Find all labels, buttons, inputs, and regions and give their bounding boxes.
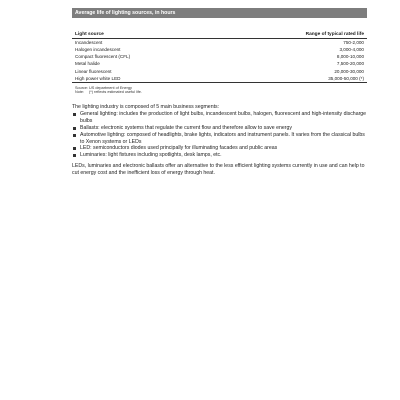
cell-rated-life: 20,000-30,000 bbox=[334, 68, 364, 74]
footnote bbox=[75, 90, 367, 94]
list-item bbox=[72, 125, 367, 132]
list-item-text: Automotive lighting: composed of headlights, brake lights, indicators and instrument panels. It varies from the classical bulbs to Xenon systems or LEDs bbox=[80, 131, 365, 145]
source-label: Source: bbox=[75, 86, 89, 91]
cell-light-source: Linear fluorescent bbox=[75, 68, 112, 74]
cell-light-source: Compact fluorescent (CFL) bbox=[75, 54, 131, 60]
list-item bbox=[72, 132, 367, 146]
list-item bbox=[72, 152, 367, 159]
list-item bbox=[72, 145, 367, 152]
list-item bbox=[72, 111, 367, 125]
cell-rated-life: 3,000-4,000 bbox=[339, 47, 364, 53]
body-text bbox=[72, 104, 367, 177]
bullet-square-icon bbox=[73, 154, 76, 157]
table-row bbox=[72, 61, 367, 68]
table-row bbox=[72, 46, 367, 53]
closing-paragraph: LEDs, luminaries and electronic ballasts offer an alternative to the less efficient lighting systems currently in use and can help to cut energy cost and the inefficient loss of energy through heat. bbox=[72, 162, 365, 176]
note-label: Note: bbox=[75, 90, 85, 95]
table-row bbox=[72, 39, 367, 47]
cell-light-source: Halogen incandescent bbox=[75, 47, 121, 53]
list-item-text: Luminaries: light fixtures including spotlights, desk lamps, etc. bbox=[80, 152, 222, 159]
table-row bbox=[72, 53, 367, 60]
lighting-life-table bbox=[72, 32, 367, 83]
table-notes bbox=[72, 86, 367, 94]
column-header-light-source: Light source bbox=[72, 32, 216, 39]
cell-light-source: Incandescent bbox=[75, 39, 103, 45]
bullet-square-icon bbox=[73, 134, 76, 137]
table-row bbox=[72, 68, 367, 75]
intro-paragraph: The lighting industry is composed of 5 main business segments: bbox=[72, 103, 220, 110]
list-item-text: General lighting: includes the production of light bulbs, incandescent bulbs, halogen, fluorescent and high-intensity discharge bulbs bbox=[80, 111, 367, 125]
cell-rated-life: 750-2,000 bbox=[343, 39, 364, 45]
segment-list bbox=[72, 111, 367, 159]
cell-rated-life: 35,000-50,000 (*) bbox=[216, 75, 367, 83]
cell-rated-life: 8,000-10,000 bbox=[336, 54, 364, 60]
table-row bbox=[72, 75, 367, 83]
source-text: US department of Energy bbox=[89, 86, 132, 91]
cell-light-source: Metal halide bbox=[75, 61, 100, 67]
list-item-text: Ballasts: electronic systems that regulate the current flow and therefore allow to save energy bbox=[80, 124, 292, 131]
list-item-text: LED: semiconductors diodes used principally for illuminating facades and public areas bbox=[80, 145, 278, 152]
note-text: (*) reflects estimated useful life. bbox=[89, 90, 142, 95]
bullet-square-icon bbox=[73, 127, 76, 130]
bullet-square-icon bbox=[73, 113, 76, 116]
column-header-rated-life: Range of typical rated life bbox=[216, 32, 367, 39]
table-title: Average life of lighting sources, in hours bbox=[72, 8, 367, 18]
document-page bbox=[72, 8, 367, 177]
bullet-square-icon bbox=[73, 147, 76, 150]
cell-rated-life: 7,500-20,000 bbox=[336, 61, 364, 67]
cell-light-source: High power white LED bbox=[72, 75, 216, 83]
